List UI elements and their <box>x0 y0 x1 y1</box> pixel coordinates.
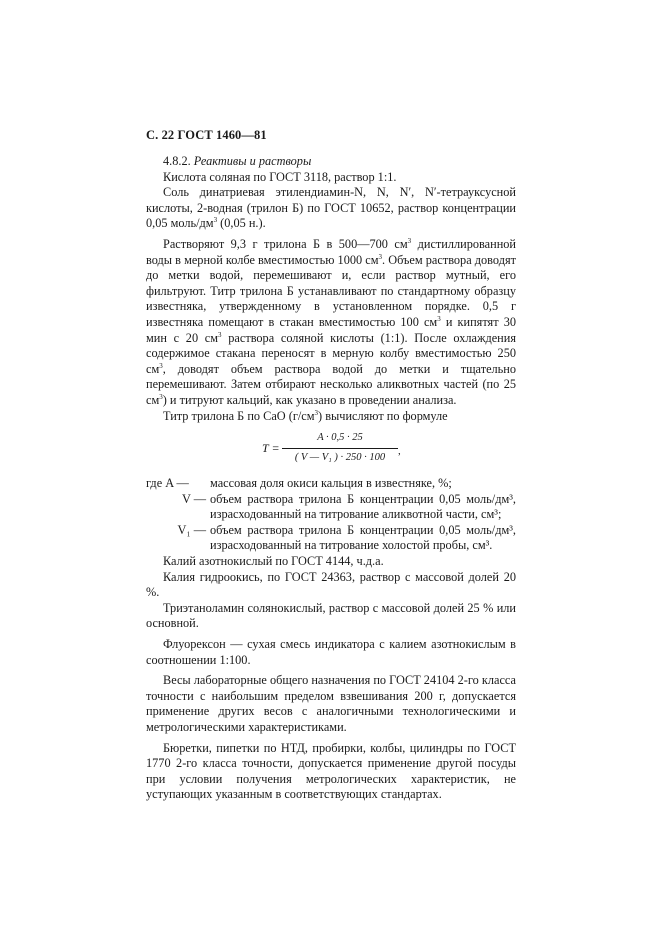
page-header: С. 22 ГОСТ 1460—81 <box>146 128 267 142</box>
definition-text: объем раствора трилона Б концентрации 0,05 моль/дм³, израсходованный на титрование холостой пробы, см³. <box>210 522 516 553</box>
superscript: 3 <box>159 361 163 370</box>
superscript: 3 <box>437 314 441 323</box>
definition-row <box>146 523 516 554</box>
text-fragment: Растворяют 9,3 г трилона Б в 500—700 см <box>163 236 408 251</box>
paragraph-potassium-nitrate: Калий азотнокислый по ГОСТ 4144, ч.д.а. <box>163 554 384 569</box>
formula-lhs: T = <box>262 441 280 456</box>
definition-term: V₁ — <box>177 522 206 537</box>
text-fragment: Соль динатриевая этилендиамин-N, N, N′, N′-тетрауксусной кислоты, 2-водная (трилон Б) по ГОСТ 10652, раствор концентрации 0,05 моль/дм <box>146 185 516 231</box>
section-number: 4.8.2. <box>163 154 191 168</box>
paragraph-trilon-preparation <box>146 237 516 409</box>
paragraph-potassium-hydroxide: Калия гидроокись, по ГОСТ 24363, раствор с массовой долей 20 %. <box>146 569 516 600</box>
superscript: 3 <box>213 216 218 225</box>
paragraph-glassware: Бюретки, пипетки по НТД, пробирки, колбы, цилиндры по ГОСТ 1770 2-го класса точности, допускается применение другой посуды при условии получения метрологических характеристик, не уступающих указанным в соответствующих стандартах. <box>146 740 516 802</box>
paragraph-scales: Весы лабораторные общего назначения по ГОСТ 24104 2-го класса точности с наибольшим пределом взвешивания 200 г, допускается применение других весов с аналогичными технологическими и метрологическими характеристиками. <box>146 673 516 734</box>
text-fragment: ) вычисляют по формуле <box>318 408 448 423</box>
text-fragment: дистиллированной воды в мерной колбе вместимостью 1000 см <box>146 236 517 267</box>
superscript: 3 <box>218 330 222 339</box>
definition-text: объем раствора трилона Б концентрации 0,05 моль/дм³, израсходованный на титрование аликвотной части, см³; <box>210 491 516 522</box>
text-fragment: Титр трилона Б по CaO (г/см <box>163 408 315 423</box>
text-fragment: ) и титруют кальций, как указано в проведении анализа. <box>162 392 457 407</box>
superscript: 3 <box>159 392 163 401</box>
superscript: 3 <box>314 408 319 417</box>
text-fragment: , доводят объем раствора водой до метки и тщательно перемешивают. Затем отбирают несколько аликвотных частей (по 25 см <box>146 361 516 407</box>
document-body <box>146 154 516 803</box>
formula-fraction <box>282 430 398 465</box>
paragraph-fluorexon: Флуорексон — сухая смесь индикатора с калием азотнокислым в соотношении 1:100. <box>146 637 516 667</box>
text-fragment: раствора соляной кислоты (1:1). После охлаждения содержимое стакана переносят в мерную колбу вместимостью 250 см <box>146 330 516 376</box>
paragraph-titer-intro <box>146 409 516 425</box>
formula-numerator: A · 0,5 · 25 <box>317 432 363 444</box>
formula-comma: , <box>398 445 401 458</box>
definition-row <box>146 492 516 523</box>
definition-term: V — <box>181 491 206 506</box>
definition-term: где A — <box>146 476 189 491</box>
text-fragment: (0,05 н.). <box>217 216 266 231</box>
section-title: Реактивы и растворы <box>193 154 312 168</box>
formula-denominator: ( V — V₁ ) · 250 · 100 <box>294 451 386 463</box>
titer-formula <box>146 426 516 474</box>
paragraph-triethanolamine: Триэтаноламин солянокислый, раствор с массовой долей 25 % или основной. <box>146 600 516 631</box>
section-heading <box>146 154 516 170</box>
definition-row <box>146 476 516 492</box>
definition-text: массовая доля окиси кальция в известняке, %; <box>210 476 452 491</box>
text-fragment: и кипятят 30 мин с 20 см <box>146 314 516 345</box>
paragraph-hydrochloric-acid: Кислота соляная по ГОСТ 3118, раствор 1:1. <box>163 169 397 184</box>
superscript: 3 <box>407 236 412 245</box>
text-fragment: . Объем раствора доводят до метки водой, перемешивают и, если раствор мутный, его фильтруют. Титр трилона Б устанавливают по стандартному образцу известняка, утвержденному в установленном порядке. 0,5 г известняка помещают в стакан вместимостью 100 см <box>146 252 516 329</box>
superscript: 3 <box>378 252 383 261</box>
paragraph-trilon-salt <box>146 185 516 232</box>
